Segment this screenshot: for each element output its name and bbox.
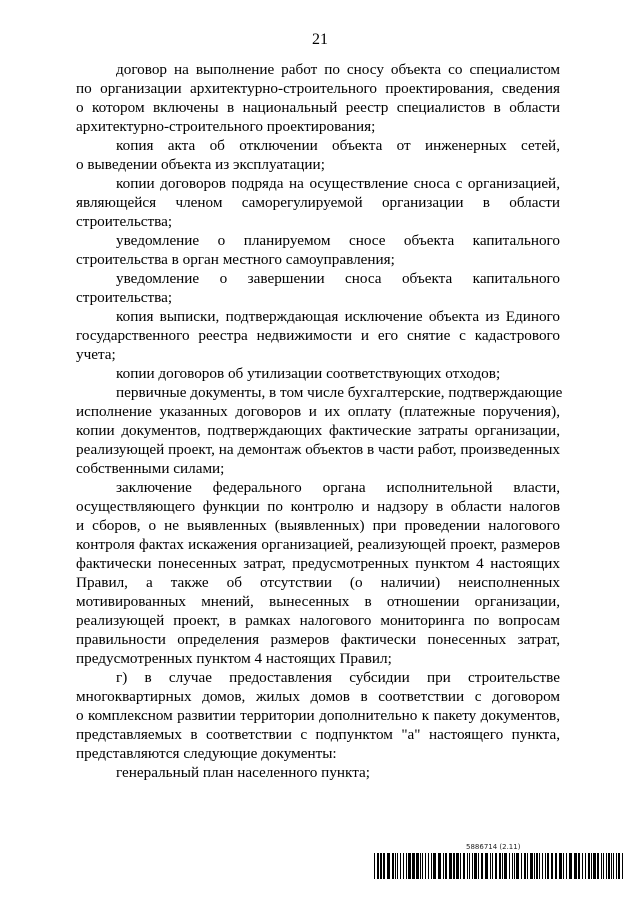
paragraph-line: договор на выполнение работ по сносу объекта со специалистом — [116, 61, 560, 78]
paragraph-line: осуществляющего функции по контролю и надзору в области налогов — [76, 498, 560, 515]
paragraph-line: фактически понесенных затрат, предусмотренных пунктом 4 настоящих — [76, 555, 560, 572]
document-body — [76, 60, 563, 782]
body-paragraph — [76, 136, 560, 174]
paragraph-line: копии договоров подряда на осуществление сноса с организацией, — [116, 175, 560, 192]
paragraph-line: г) в случае предоставления субсидии при строительстве — [116, 669, 560, 686]
body-paragraph — [76, 478, 560, 668]
paragraph-line: контроля фактах искажения организацией, реализующей проект, размеров — [76, 536, 560, 553]
paragraph-line: правильности определения размеров фактически понесенных затрат, — [76, 631, 560, 648]
paragraph-line: копия акта об отключении объекта от инженерных сетей, — [116, 137, 560, 154]
paragraph-line: являющейся членом саморегулируемой организации в области — [76, 194, 560, 211]
paragraph-line: предусмотренных пунктом 4 настоящих Правил; — [76, 650, 392, 667]
paragraph-line: мотивированных мнений, вынесенных в отношении организации, — [76, 593, 560, 610]
paragraph-line: Правил, а также об отсутствии (о наличии) неисполненных — [76, 574, 560, 591]
body-paragraph — [76, 383, 563, 478]
paragraph-line: копии документов, подтверждающих фактические затраты организации, — [76, 422, 560, 439]
paragraph-line: генеральный план населенного пункта; — [116, 764, 370, 781]
body-paragraph — [76, 269, 560, 307]
paragraph-line: исполнение указанных договоров и их оплату (платежные поручения), — [76, 403, 560, 420]
barcode-image — [374, 853, 626, 879]
paragraph-line: многоквартирных домов, жилых домов в соответствии с договором — [76, 688, 560, 705]
body-paragraph — [76, 763, 560, 782]
paragraph-line: копии договоров об утилизации соответствующих отходов; — [116, 365, 501, 382]
paragraph-line: строительства в орган местного самоуправления; — [76, 251, 395, 268]
paragraph-line: копия выписки, подтверждающая исключение объекта из Единого — [116, 308, 560, 325]
body-paragraph — [76, 364, 560, 383]
page-footer — [374, 843, 626, 901]
paragraph-line: заключение федерального органа исполнительной власти, — [116, 479, 560, 496]
barcode-code: 5886714 (2.11) — [466, 843, 521, 851]
paragraph-line: реализующей проект, в рамках налогового мониторинга по вопросам — [76, 612, 560, 629]
paragraph-line: учета; — [76, 346, 116, 363]
barcode-icon — [374, 853, 626, 879]
paragraph-line: о комплексном развитии территории дополнительно к пакету документов, — [76, 707, 560, 724]
paragraph-line: и сборов, о не выявленных (выявленных) при проведении налогового — [76, 517, 560, 534]
paragraph-line: о котором включены в национальный реестр специалистов в области — [76, 99, 560, 116]
paragraph-line: представляются следующие документы: — [76, 745, 337, 762]
paragraph-line: архитектурно-строительного проектирования; — [76, 118, 376, 135]
paragraph-line: по организации архитектурно-строительного проектирования, сведения — [76, 80, 560, 97]
paragraph-line: реализующей проект, на демонтаж объектов в части работ, произведенных — [76, 441, 560, 458]
paragraph-line: уведомление о завершении сноса объекта капитального — [116, 270, 560, 287]
paragraph-line: строительства; — [76, 289, 173, 306]
paragraph-line: представляемых в соответствии с подпунктом "а" настоящего пункта, — [76, 726, 560, 743]
body-paragraph — [76, 174, 560, 231]
paragraph-line: о выведении объекта из эксплуатации; — [76, 156, 325, 173]
paragraph-line: собственными силами; — [76, 460, 225, 477]
body-paragraph — [76, 307, 560, 364]
paragraph-line: государственного реестра недвижимости и его снятие с кадастрового — [76, 327, 560, 344]
body-paragraph — [76, 231, 560, 269]
paragraph-line: строительства; — [76, 213, 173, 230]
body-paragraph — [76, 668, 560, 763]
paragraph-line: уведомление о планируемом сносе объекта капитального — [116, 232, 560, 249]
page-number: 21 — [312, 31, 328, 48]
paragraph-line: первичные документы, в том числе бухгалтерские, подтверждающие — [116, 384, 563, 401]
body-paragraph — [76, 60, 560, 136]
